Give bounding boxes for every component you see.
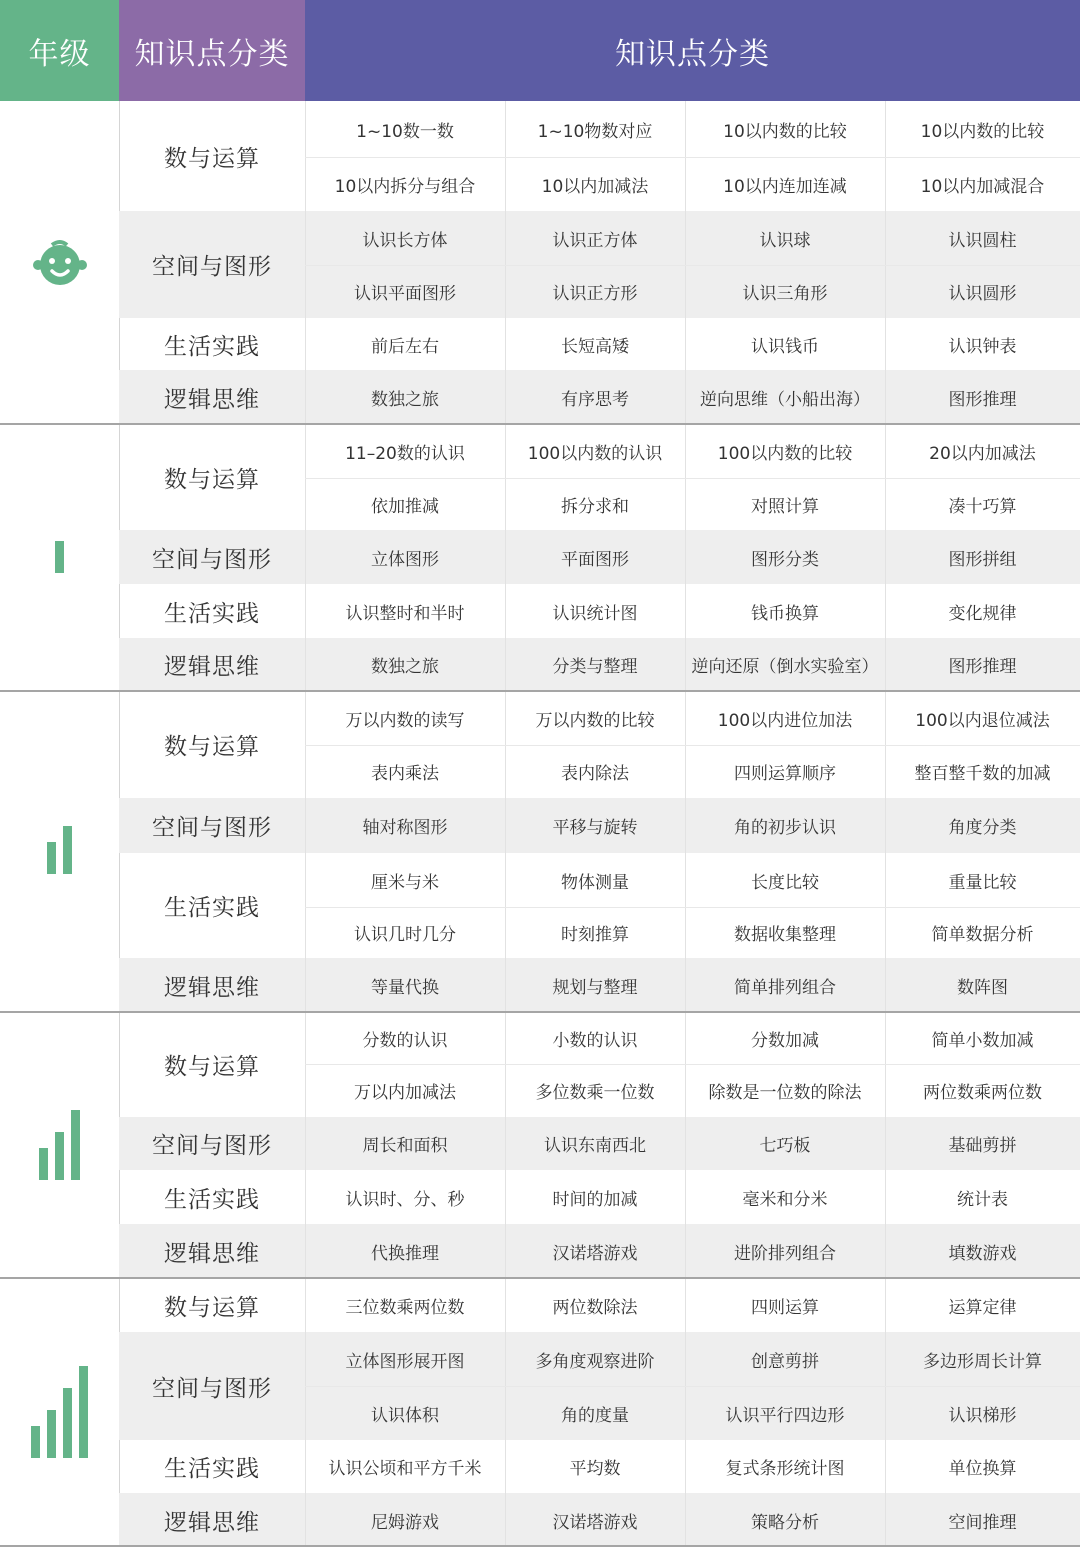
knowledge-point-cell: 汉诺塔游戏 (552, 1512, 638, 1533)
category-label: 逻辑思维 (164, 1509, 260, 1536)
knowledge-point-cell: 平均数 (569, 1459, 621, 1479)
level-2-bars-icon (0, 800, 119, 900)
knowledge-point-cell: 认识正方形 (552, 284, 638, 304)
level-1-bars-icon (0, 507, 119, 607)
knowledge-point-cell: 平面图形 (561, 549, 629, 570)
knowledge-point-cell: 表内乘法 (371, 764, 439, 784)
knowledge-point-cell: 复式条形统计图 (725, 1459, 845, 1479)
category-label: 逻辑思维 (164, 386, 260, 413)
grade-separator (0, 690, 1080, 692)
category-label: 空间与图形 (152, 1375, 272, 1402)
knowledge-point-cell: 分类与整理 (552, 657, 638, 677)
knowledge-point-cell: 10以内数的比较 (920, 121, 1045, 142)
knowledge-point-cell: 轴对称图形 (362, 818, 448, 838)
knowledge-point-cell: 数阵图 (957, 977, 1008, 998)
knowledge-point-cell: 100以内退位减法 (915, 710, 1050, 731)
knowledge-point-cell: 认识圆柱 (948, 230, 1017, 251)
knowledge-point-cell: 万以内加减法 (354, 1083, 456, 1103)
category-label: 逻辑思维 (164, 1240, 260, 1267)
category-label: 数与运算 (164, 734, 260, 760)
category-label: 生活实践 (164, 895, 260, 921)
knowledge-point-cell: 统计表 (957, 1189, 1008, 1210)
knowledge-point-cell: 小数的认识 (552, 1030, 638, 1051)
header-grade: 年级 (0, 0, 119, 101)
knowledge-point-cell: 简单小数加减 (931, 1030, 1034, 1051)
category-label: 生活实践 (164, 1186, 260, 1213)
knowledge-point-cell: 角的初步认识 (734, 818, 836, 838)
knowledge-point-cell: 毫米和分米 (742, 1189, 828, 1210)
knowledge-point-cell: 重量比较 (948, 872, 1017, 893)
knowledge-point-cell: 逆向思维（小船出海） (700, 389, 870, 410)
knowledge-point-cell: 认识球 (759, 230, 811, 251)
category-label: 空间与图形 (152, 254, 272, 280)
knowledge-point-cell: 七巧板 (759, 1136, 811, 1156)
knowledge-point-cell: 20以内加减法 (929, 443, 1036, 464)
knowledge-point-cell: 图形推理 (948, 657, 1017, 677)
category-label: 数与运算 (164, 145, 260, 172)
category-label: 数与运算 (164, 1294, 260, 1321)
knowledge-point-cell: 认识东南西北 (544, 1136, 646, 1156)
knowledge-point-cell: 10以内数的比较 (723, 121, 847, 142)
knowledge-point-cell: 对照计算 (751, 496, 819, 517)
knowledge-point-cell: 立体图形展开图 (345, 1351, 465, 1372)
category-label: 空间与图形 (152, 815, 272, 841)
knowledge-point-cell: 物体测量 (561, 872, 629, 893)
knowledge-point-cell: 钱币换算 (751, 603, 819, 624)
knowledge-point-cell: 两位数乘两位数 (923, 1083, 1042, 1103)
knowledge-point-cell: 认识长方体 (362, 230, 448, 251)
knowledge-point-cell: 四则运算 (751, 1297, 819, 1318)
knowledge-point-cell: 1~10物数对应 (537, 121, 653, 142)
knowledge-point-cell: 100以内进位加法 (717, 710, 853, 731)
knowledge-point-cell: 简单排列组合 (734, 977, 836, 998)
knowledge-point-cell: 时间的加减 (552, 1189, 638, 1210)
knowledge-point-cell: 依加推减 (371, 496, 439, 517)
knowledge-point-cell: 认识体积 (371, 1405, 439, 1426)
knowledge-point-cell: 分数的认识 (362, 1030, 448, 1051)
knowledge-point-cell: 角度分类 (948, 818, 1017, 838)
knowledge-point-cell: 长短高矮 (561, 336, 629, 357)
knowledge-point-cell: 万以内数的读写 (345, 710, 465, 731)
knowledge-point-cell: 表内除法 (561, 764, 629, 784)
knowledge-point-cell: 厘米与米 (371, 872, 439, 893)
knowledge-point-cell: 万以内数的比较 (535, 710, 655, 731)
knowledge-point-cell: 1~10数一数 (356, 121, 454, 142)
knowledge-point-cell: 单位换算 (948, 1459, 1017, 1479)
knowledge-point-cell: 基础剪拼 (948, 1136, 1017, 1156)
knowledge-point-cell: 认识时、分、秒 (345, 1189, 465, 1210)
grade-separator (0, 423, 1080, 425)
knowledge-point-cell: 认识圆形 (948, 284, 1017, 304)
knowledge-point-cell: 图形拼组 (948, 549, 1017, 570)
category-label: 空间与图形 (152, 1133, 272, 1159)
knowledge-point-cell: 四则运算顺序 (734, 764, 836, 784)
knowledge-point-cell: 多角度观察进阶 (535, 1351, 655, 1372)
knowledge-point-cell: 分数加减 (751, 1030, 819, 1051)
knowledge-point-cell: 认识公顷和平方千米 (328, 1459, 482, 1479)
grade-separator (0, 1277, 1080, 1279)
knowledge-point-cell: 认识整时和半时 (345, 603, 465, 624)
knowledge-point-cell: 规划与整理 (552, 977, 638, 998)
grade-separator (0, 1011, 1080, 1013)
knowledge-point-cell: 认识平面图形 (354, 284, 456, 304)
knowledge-point-cell: 认识梯形 (948, 1405, 1017, 1426)
knowledge-point-cell: 10以内加减法 (541, 176, 649, 197)
knowledge-point-cell: 认识平行四边形 (725, 1405, 845, 1426)
knowledge-point-cell: 创意剪拼 (751, 1351, 819, 1372)
level-4-bars-icon (0, 1362, 119, 1462)
knowledge-point-cell: 前后左右 (371, 336, 439, 357)
knowledge-point-cell: 10以内拆分与组合 (334, 176, 476, 197)
knowledge-point-cell: 图形推理 (948, 389, 1017, 410)
knowledge-point-cell: 10以内加减混合 (920, 176, 1045, 197)
knowledge-point-cell: 简单数据分析 (931, 925, 1034, 945)
knowledge-point-cell: 凑十巧算 (948, 496, 1017, 517)
knowledge-point-cell: 策略分析 (751, 1512, 819, 1533)
header-knowledge-points: 知识点分类 (305, 0, 1080, 101)
knowledge-point-cell: 角的度量 (561, 1405, 629, 1426)
category-label: 生活实践 (164, 333, 260, 360)
baby-face-icon (0, 213, 119, 313)
knowledge-point-cell: 100以内数的比较 (717, 443, 853, 464)
knowledge-point-cell: 三位数乘两位数 (345, 1297, 465, 1318)
knowledge-point-cell: 认识统计图 (552, 603, 638, 624)
level-3-bars-icon (0, 1095, 119, 1195)
knowledge-point-cell: 100以内数的认识 (527, 443, 663, 464)
knowledge-point-cell: 11–20数的认识 (345, 443, 465, 464)
knowledge-point-cell: 多位数乘一位数 (535, 1083, 655, 1103)
knowledge-point-cell: 认识钱币 (751, 336, 819, 357)
knowledge-point-cell: 长度比较 (751, 872, 819, 893)
knowledge-point-cell: 数据收集整理 (734, 925, 836, 945)
knowledge-point-cell: 除数是一位数的除法 (708, 1083, 862, 1103)
header-category: 知识点分类 (119, 0, 305, 101)
knowledge-point-cell: 时刻推算 (561, 925, 629, 945)
knowledge-point-cell: 平移与旋转 (552, 818, 638, 838)
knowledge-point-cell: 逆向还原（倒水实验室） (691, 657, 879, 677)
knowledge-point-cell: 认识几时几分 (354, 925, 456, 945)
knowledge-point-cell: 多边形周长计算 (923, 1351, 1042, 1372)
category-label: 数与运算 (164, 466, 260, 493)
knowledge-point-cell: 进阶排列组合 (734, 1243, 836, 1264)
knowledge-point-cell: 有序思考 (561, 389, 629, 410)
knowledge-point-cell: 立体图形 (371, 549, 439, 570)
knowledge-point-cell: 认识钟表 (948, 336, 1017, 357)
knowledge-point-cell: 代换推理 (371, 1243, 439, 1264)
knowledge-point-cell: 认识正方体 (552, 230, 638, 251)
knowledge-point-cell: 拆分求和 (561, 496, 629, 517)
knowledge-point-cell: 图形分类 (751, 549, 819, 570)
knowledge-point-cell: 变化规律 (948, 603, 1017, 624)
knowledge-point-cell: 整百整千数的加减 (914, 764, 1051, 784)
knowledge-point-cell: 数独之旅 (371, 389, 439, 410)
category-label: 数与运算 (164, 1054, 260, 1080)
knowledge-point-cell: 运算定律 (948, 1297, 1017, 1318)
category-label: 逻辑思维 (164, 974, 260, 1001)
category-label: 生活实践 (164, 600, 260, 627)
category-label: 逻辑思维 (164, 654, 260, 680)
knowledge-point-cell: 数独之旅 (371, 657, 439, 677)
knowledge-point-cell: 两位数除法 (552, 1297, 638, 1318)
category-label: 空间与图形 (152, 546, 272, 573)
knowledge-point-cell: 汉诺塔游戏 (552, 1243, 638, 1264)
knowledge-point-cell: 尼姆游戏 (371, 1512, 439, 1533)
knowledge-point-cell: 认识三角形 (742, 284, 828, 304)
knowledge-point-cell: 周长和面积 (362, 1136, 448, 1156)
knowledge-point-cell: 空间推理 (948, 1512, 1017, 1533)
category-label: 生活实践 (164, 1456, 260, 1482)
knowledge-point-cell: 10以内连加连减 (723, 176, 847, 197)
knowledge-point-cell: 等量代换 (371, 977, 439, 998)
knowledge-point-cell: 填数游戏 (948, 1243, 1017, 1264)
